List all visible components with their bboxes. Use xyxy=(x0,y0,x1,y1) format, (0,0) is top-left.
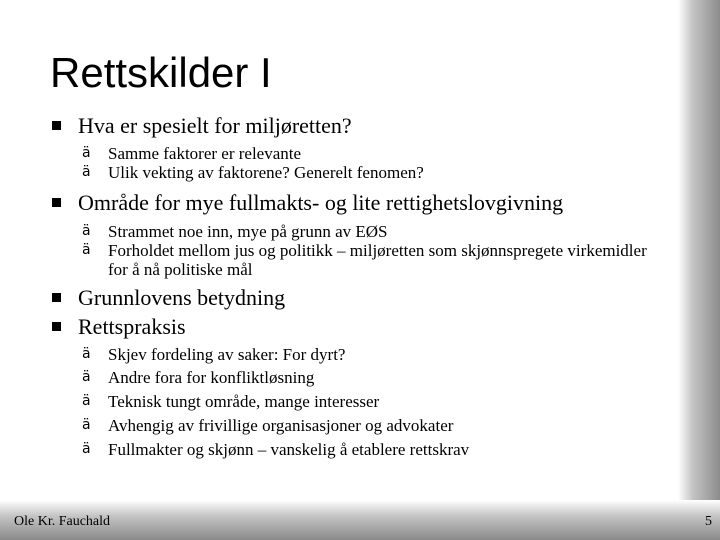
sub-bullet-text: Teknisk tungt område, mange interesser xyxy=(108,392,380,411)
bullet-1 xyxy=(78,113,352,139)
sub-bullet-4-2 xyxy=(82,368,668,387)
sub-bullet-2-1 xyxy=(82,222,668,241)
arrow-bullet-icon: ä xyxy=(82,441,91,457)
bullet-text: Rettspraksis xyxy=(78,314,186,339)
bullet-text: Hva er spesielt for miljøretten? xyxy=(78,113,352,138)
arrow-bullet-icon: ä xyxy=(82,242,91,258)
sub-bullet-4-5 xyxy=(82,440,668,459)
sub-bullet-text: Strammet noe inn, mye på grunn av EØS xyxy=(108,222,388,241)
sub-bullet-text: Andre fora for konfliktløsning xyxy=(108,368,315,387)
square-bullet-icon xyxy=(52,322,61,331)
arrow-bullet-icon: ä xyxy=(82,145,91,161)
arrow-bullet-icon: ä xyxy=(82,223,91,239)
sub-bullet-1-2 xyxy=(82,163,668,182)
bullet-text: Grunnlovens betydning xyxy=(78,285,286,310)
slide-title: Rettskilder I xyxy=(50,49,272,96)
sub-bullet-text: Skjev fordeling av saker: For dyrt? xyxy=(108,345,346,364)
arrow-bullet-icon: ä xyxy=(82,164,91,180)
right-gradient-band xyxy=(678,0,720,500)
sub-bullet-4-4 xyxy=(82,416,668,435)
sub-bullet-text: Ulik vekting av faktorene? Generelt fenomen? xyxy=(108,163,424,182)
square-bullet-icon xyxy=(52,293,61,302)
page-number: 5 xyxy=(705,514,712,529)
bullet-3 xyxy=(78,285,285,311)
sub-bullet-1-1 xyxy=(82,144,668,163)
footer-author: Ole Kr. Fauchald xyxy=(14,514,111,529)
bullet-text: Område for mye fullmakts- og lite rettighetslovgivning xyxy=(78,190,564,215)
arrow-bullet-icon: ä xyxy=(82,417,91,433)
sub-bullet-text: Forholdet mellom jus og politikk – miljøretten som skjønnspregete virkemidler for å nå politiske mål xyxy=(108,241,647,279)
square-bullet-icon xyxy=(52,198,61,207)
bullet-4 xyxy=(78,314,186,340)
sub-bullet-text: Fullmakter og skjønn – vanskelig å etablere rettskrav xyxy=(108,440,470,459)
sub-bullet-2-2 xyxy=(82,241,668,279)
arrow-bullet-icon: ä xyxy=(82,393,91,409)
square-bullet-icon xyxy=(52,121,61,130)
sub-bullet-text: Samme faktorer er relevante xyxy=(108,144,302,163)
sub-bullet-4-3 xyxy=(82,392,668,411)
bullet-2 xyxy=(78,190,563,216)
arrow-bullet-icon: ä xyxy=(82,346,91,362)
sub-bullet-text: Avhengig av frivillige organisasjoner og advokater xyxy=(108,416,454,435)
arrow-bullet-icon: ä xyxy=(82,369,91,385)
sub-bullet-4-1 xyxy=(82,345,668,364)
